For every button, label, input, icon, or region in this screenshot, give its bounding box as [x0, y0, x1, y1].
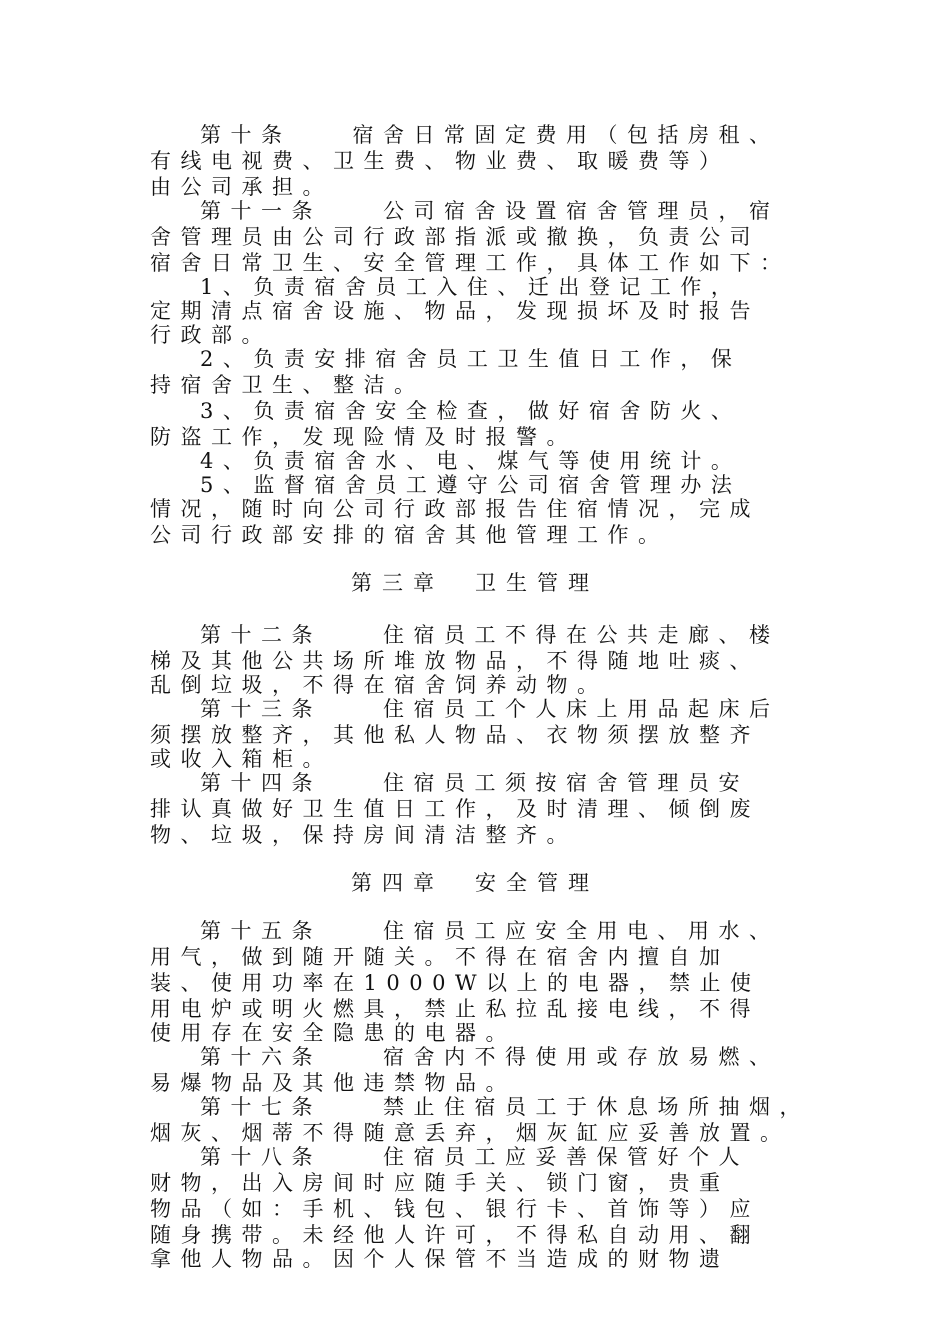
duty-1-line-3: 行政部。	[150, 323, 272, 347]
duty-5-line-2: 情况，随时向公司行政部报告住宿情况，完成	[150, 497, 760, 521]
article-18-line-2: 财物，出入房间时应随手关、锁门窗，贵重	[150, 1171, 730, 1195]
article-12-line-2: 梯及其他公共场所堆放物品，不得随地吐痰、	[150, 649, 760, 673]
article-15-line-2: 用气，做到随开随关。不得在宿舍内擅自加	[150, 945, 730, 969]
duty-2-line-1: 2、负责安排宿舍员工卫生值日工作，保	[200, 347, 742, 371]
article-15-line-1: 第十五条 住宿员工应安全用电、用水、	[200, 919, 780, 943]
duty-1-line-2: 定期清点宿舍设施、物品，发现损坏及时报告	[150, 299, 760, 323]
duty-3-line-2: 防盗工作，发现险情及时报警。	[150, 425, 577, 449]
article-10-line-1: 第十条 宿舍日常固定费用（包括房租、	[200, 123, 780, 147]
article-13-line-1: 第十三条 住宿员工个人床上用品起床后	[200, 697, 780, 721]
article-11-line-3: 宿舍日常卫生、安全管理工作，具体工作如下：	[150, 251, 791, 275]
article-12-line-3: 乱倒垃圾，不得在宿舍饲养动物。	[150, 673, 608, 697]
duty-3-line-1: 3、负责宿舍安全检查，做好宿舍防火、	[200, 399, 742, 423]
article-15-line-3: 装、使用功率在1000W以上的电器，禁止使	[150, 971, 761, 995]
article-13-line-3: 或收入箱柜。	[150, 747, 333, 771]
article-16-line-1: 第十六条 宿舍内不得使用或存放易燃、	[200, 1045, 780, 1069]
duty-5-line-3: 公司行政部安排的宿舍其他管理工作。	[150, 523, 669, 547]
article-18-line-5: 拿他人物品。因个人保管不当造成的财物遗	[150, 1247, 730, 1271]
article-15-line-4: 用电炉或明火燃具，禁止私拉乱接电线，不得	[150, 997, 760, 1021]
article-11-line-1: 第十一条 公司宿舍设置宿舍管理员，宿	[200, 199, 780, 223]
chapter-3-heading: 第三章 卫生管理	[351, 571, 599, 595]
article-18-line-3: 物品（如：手机、钱包、银行卡、首饰等）应	[150, 1197, 760, 1221]
duty-5-line-1: 5、监督宿舍员工遵守公司宿舍管理办法	[200, 473, 742, 497]
duty-4-line-1: 4、负责宿舍水、电、煤气等使用统计。	[200, 449, 742, 473]
article-14-line-1: 第十四条 住宿员工须按宿舍管理员安	[200, 771, 749, 795]
article-16-line-2: 易爆物品及其他违禁物品。	[150, 1071, 516, 1095]
duty-2-line-2: 持宿舍卫生、整洁。	[150, 373, 425, 397]
duty-1-line-1: 1、负责宿舍员工入住、迁出登记工作，	[200, 275, 742, 299]
article-15-line-5: 使用存在安全隐患的电器。	[150, 1021, 516, 1045]
article-10-line-3: 由公司承担。	[150, 175, 333, 199]
article-14-line-2: 排认真做好卫生值日工作，及时清理、倾倒废	[150, 797, 760, 821]
article-18-line-1: 第十八条 住宿员工应妥善保管好个人	[200, 1145, 749, 1169]
article-17-line-1: 第十七条 禁止住宿员工于休息场所抽烟，	[200, 1095, 810, 1119]
article-10-line-2: 有线电视费、卫生费、物业费、取暖费等）	[150, 149, 730, 173]
article-17-line-2: 烟灰、烟蒂不得随意丢弃，烟灰缸应妥善放置。	[150, 1121, 791, 1145]
article-11-line-2: 舍管理员由公司行政部指派或撤换，负责公司	[150, 225, 760, 249]
article-14-line-3: 物、垃圾，保持房间清洁整齐。	[150, 823, 577, 847]
chapter-4-heading: 第四章 安全管理	[351, 871, 599, 895]
article-13-line-2: 须摆放整齐，其他私人物品、衣物须摆放整齐	[150, 723, 760, 747]
article-12-line-1: 第十二条 住宿员工不得在公共走廊、楼	[200, 623, 780, 647]
article-18-line-4: 随身携带。未经他人许可，不得私自动用、翻	[150, 1223, 760, 1247]
